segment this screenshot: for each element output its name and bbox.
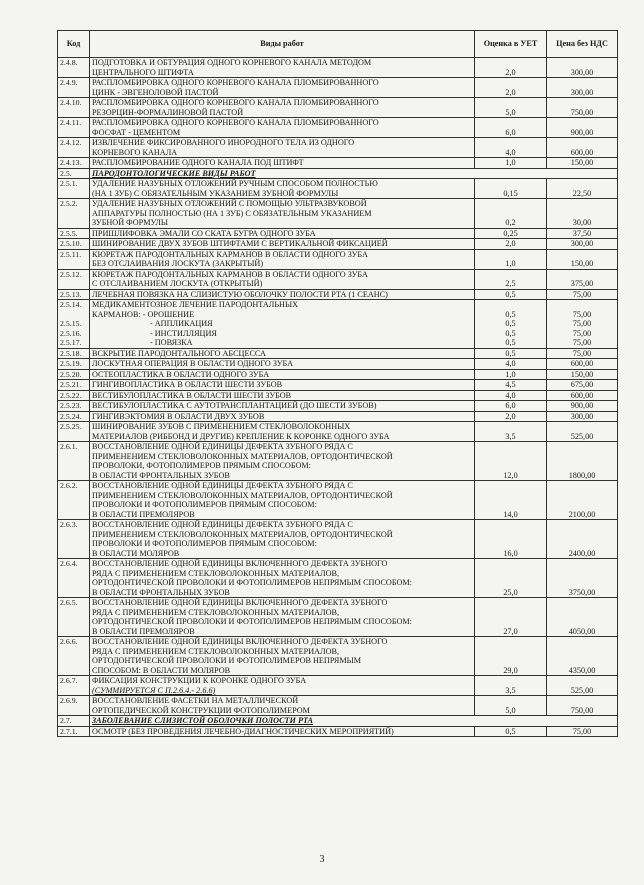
row-code: 2.5.18. (58, 348, 90, 359)
header-price: Цена без НДС (547, 31, 618, 58)
row-score: 1,0 (475, 249, 547, 269)
table-row (58, 637, 618, 676)
description-line: ГИНГИВЭКТОМИЯ В ОБЛАСТИ ДВУХ ЗУБОВ (92, 411, 265, 421)
row-description (90, 559, 475, 598)
section-row (58, 168, 618, 179)
price-table (57, 30, 618, 737)
description-line: ОСТЕОПЛАСТИКА В ОБЛАСТИ ОДНОГО ЗУБА (92, 369, 270, 379)
row-description (90, 158, 475, 169)
row-code: 2.5.24. (58, 411, 90, 422)
table-row (58, 249, 618, 269)
row-price: 75,00 (547, 348, 618, 359)
description-line: РАСПЛОМБИРОВКА ОДНОГО КОРНЕВОГО КАНАЛА ПЛОМБИРОВАННОГО (92, 98, 379, 107)
description-line: ПРИМЕНЕНИЕМ СТЕКЛОВОЛОКОННЫХ МАТЕРИАЛОВ, ОРТОДОНТИЧЕСКОЙ (92, 490, 393, 500)
row-description (90, 481, 475, 520)
row-code: 2.5.1. (58, 179, 90, 199)
row-code: 2.5.13. (58, 289, 90, 300)
row-price: 300,00 (547, 58, 618, 78)
row-code: 2.6.5. (58, 598, 90, 637)
row-score: 0,5 (475, 726, 547, 737)
med-line: МЕДИКАМЕНТОЗНОЕ ЛЕЧЕНИЕ ПАРОДОНТАЛЬНЫХ (92, 300, 298, 309)
description-line: ПРОВОЛОКИ И ФОТОПОЛИМЕРОВ ПРЯМЫМ СПОСОБОМ: (92, 500, 317, 509)
row-score: 4,0 (475, 359, 547, 370)
row-description (90, 637, 475, 676)
page-number: 3 (319, 854, 325, 865)
row-code: 2.4.10. (58, 98, 90, 118)
row-price: 900,00 (547, 401, 618, 412)
description-line: ЛЕЧЕБНАЯ ПОВЯЗКА НА СЛИЗИСТУЮ ОБОЛОЧКУ ПОЛОСТИ РТА (1 СЕАНС) (92, 289, 388, 299)
med-code: 2.5.14. (60, 300, 82, 309)
row-price: 2100,00 (547, 481, 618, 520)
row-price: 750,00 (547, 696, 618, 716)
description-line: УДАЛЕНИЕ НАЗУБНЫХ ОТЛОЖЕНИЙ С ПОМОЩЬЮ УЛЬТРАЗВУКОВОЙ (92, 199, 367, 208)
row-code: 2.7. (58, 716, 90, 727)
row-price: 600,00 (547, 138, 618, 158)
description-note: (СУММИРУЕТСЯ С П.2.6.4.- 2.6.6) (92, 685, 216, 695)
table-row (58, 676, 618, 696)
description-line: ВОССТАНОВЛЕНИЕ ОДНОЙ ЕДИНИЦЫ ВКЛЮЧЕННОГО ДЕФЕКТА ЗУБНОГО (92, 559, 388, 568)
row-code: 2.5.5. (58, 228, 90, 239)
med-score: 0,5 (505, 328, 516, 338)
description-line: РЯДА С ПРИМЕНЕНИЕМ СТЕКЛОВОЛОКОННЫХ МАТЕРИАЛОВ, (92, 607, 340, 617)
description-line: ПРИШЛИФОВКА ЭМАЛИ СО СКАТА БУГРА ОДНОГО ЗУБА (92, 228, 316, 238)
description-line: ПРИМЕНЕНИЕМ СТЕКЛОВОЛОКОННЫХ МАТЕРИАЛОВ, ОРТОДОНТИЧЕСКОЙ (92, 451, 393, 461)
row-price: 900,00 (547, 118, 618, 138)
row-code: 2.4.12. (58, 138, 90, 158)
row-score: 3,5 (475, 676, 547, 696)
row-code: 2.5.25. (58, 422, 90, 442)
row-price: 2400,00 (547, 520, 618, 559)
row-code: 2.5.2. (58, 199, 90, 229)
row-price: 75,00 (547, 726, 618, 737)
description-line: ЦЕНТРАЛЬНОГО ШТИФТА (92, 67, 194, 77)
row-price: 75,00 (547, 289, 618, 300)
row-score: 6,0 (475, 401, 547, 412)
table-row (58, 380, 618, 391)
table-row (58, 559, 618, 598)
description-line: ВЕСТИБУЛОПЛАСТИКА С АУТОТРАНСПЛАНТАЦИЕЙ (ДО ШЕСТИ ЗУБОВ) (92, 401, 377, 410)
table-row (58, 228, 618, 239)
med-code: 2.5.16. (60, 328, 82, 338)
row-price: 30,00 (547, 199, 618, 229)
row-description (90, 422, 475, 442)
row-code: 2.7.1. (58, 726, 90, 737)
table-row (58, 390, 618, 401)
row-description (90, 239, 475, 250)
description-line: ВОССТАНОВЛЕНИЕ ОДНОЙ ЕДИНИЦЫ ВКЛЮЧЕННОГО ДЕФЕКТА ЗУБНОГО (92, 637, 388, 646)
description-line: ГИНГИВОПЛАСТИКА В ОБЛАСТИ ШЕСТИ ЗУБОВ (92, 380, 283, 389)
med-code: 2.5.15. (60, 319, 82, 328)
description-line: В ОБЛАСТИ МОЛЯРОВ (92, 548, 180, 558)
section-title: ЗАБОЛЕВАНИЕ СЛИЗИСТОЙ ОБОЛОЧКИ ПОЛОСТИ РТА (90, 716, 618, 727)
med-score: 0,5 (505, 309, 516, 319)
row-description (90, 359, 475, 370)
table-row (58, 411, 618, 422)
description-line: ВОССТАНОВЛЕНИЕ ФАСЕТКИ НА МЕТАЛЛИЧЕСКОЙ (92, 696, 299, 705)
table-row (58, 726, 618, 737)
row-price: 675,00 (547, 380, 618, 391)
row-price: 4350,00 (547, 637, 618, 676)
description-line: В ОБЛАСТИ ПРЕМОЛЯРОВ (92, 626, 195, 636)
description-line: РАСПЛОМБИРОВКА ОДНОГО КОРНЕВОГО КАНАЛА ПЛОМБИРОВАННОГО (92, 118, 379, 127)
description-line: (НА 1 ЗУБ) С ОБЯЗАТЕЛЬНЫМ УКАЗАНИЕМ ЗУБНОЙ ФОРМУЛЫ (92, 188, 339, 198)
description-line: ПРОВОЛОКИ, ФОТОПОЛИМЕРОВ ПРЯМЫМ СПОСОБОМ: (92, 461, 311, 470)
row-description (90, 442, 475, 481)
description-line: РЯДА С ПРИМЕНЕНИЕМ СТЕКЛОВОЛОКОННЫХ МАТЕРИАЛОВ, (92, 646, 340, 656)
description-line: ФИКСАЦИЯ КОНСТРУКЦИИ К КОРОНКЕ ОДНОГО ЗУБА (92, 676, 307, 685)
row-score: 0,25 (475, 228, 547, 239)
row-score: 2,0 (475, 411, 547, 422)
row-code: 2.5.12. (58, 269, 90, 289)
description-line: РАСПЛОМБИРОВКА ОДНОГО КОРНЕВОГО КАНАЛА ПЛОМБИРОВАННОГО (92, 78, 379, 87)
table-row (58, 348, 618, 359)
row-score: 25,0 (475, 559, 547, 598)
row-code: 2.6.7. (58, 676, 90, 696)
description-line: ЦИНК - ЭВГЕНОЛОВОЙ ПАСТОЙ (92, 87, 219, 97)
row-code: 2.5.23. (58, 401, 90, 412)
row-score: 16,0 (475, 520, 547, 559)
row-description (90, 411, 475, 422)
description-line: АППАРАТУРЫ ПОЛНОСТЬЮ (НА 1 ЗУБ) С ОБЯЗАТЕЛЬНЫМ УКАЗАНИЕМ (92, 208, 372, 218)
description-line: СПОСОБОМ: В ОБЛАСТИ МОЛЯРОВ (92, 665, 231, 675)
description-line: КЮРЕТАЖ ПАРОДОНТАЛЬНЫХ КАРМАНОВ В ОБЛАСТИ ОДНОГО ЗУБА (92, 269, 368, 279)
row-code: 2.6.9. (58, 696, 90, 716)
description-line: ОРТОПЕДИЧЕСКОЙ КОНСТРУКЦИИ ФОТОПОЛИМЕРОМ (92, 705, 310, 715)
description-line: УДАЛЕНИЕ НАЗУБНЫХ ОТЛОЖЕНИЙ РУЧНЫМ СПОСОБОМ ПОЛНОСТЬЮ (92, 179, 378, 188)
row-description (90, 58, 475, 78)
table-row (58, 481, 618, 520)
row-price: 525,00 (547, 422, 618, 442)
row-description (90, 98, 475, 118)
description-line: РЯДА С ПРИМЕНЕНИЕМ СТЕКЛОВОЛОКОННЫХ МАТЕРИАЛОВ, (92, 568, 340, 578)
description-line: ПОДГОТОВКА И ОБТУРАЦИЯ ОДНОГО КОРНЕВОГО КАНАЛА МЕТОДОМ (92, 58, 372, 67)
row-code: 2.5.10. (58, 239, 90, 250)
row-code: 2.5. (58, 168, 90, 179)
row-score: 2,5 (475, 269, 547, 289)
med-prices (547, 300, 618, 349)
row-price: 300,00 (547, 239, 618, 250)
description-line: В ОБЛАСТИ ФРОНТАЛЬНЫХ ЗУБОВ (92, 470, 230, 480)
table-row (58, 138, 618, 158)
row-price: 600,00 (547, 359, 618, 370)
row-description (90, 228, 475, 239)
med-price (549, 300, 615, 310)
row-price: 1800,00 (547, 442, 618, 481)
section-title: ПАРОДОНТОЛОГИЧЕСКИЕ ВИДЫ РАБОТ (90, 168, 618, 179)
row-score: 14,0 (475, 481, 547, 520)
row-score: 1,0 (475, 158, 547, 169)
description-line: КЮРЕТАЖ ПАРОДОНТАЛЬНЫХ КАРМАНОВ В ОБЛАСТИ ОДНОГО ЗУБА (92, 249, 368, 259)
description-line: ОРТОДОНТИЧЕСКОЙ ПРОВОЛОКИ И ФОТОПОЛИМЕРОВ НЕПРЯМЫМ СПОСОБОМ: (92, 617, 412, 626)
row-score: 2,0 (475, 58, 547, 78)
med-codes (58, 300, 90, 349)
row-description (90, 199, 475, 229)
table-row (58, 269, 618, 289)
row-price: 150,00 (547, 249, 618, 269)
row-score: 5,0 (475, 98, 547, 118)
row-code: 2.5.22. (58, 390, 90, 401)
table-row (58, 239, 618, 250)
row-price: 525,00 (547, 676, 618, 696)
table-row (58, 118, 618, 138)
row-score: 12,0 (475, 442, 547, 481)
med-price: 75,00 (572, 338, 592, 347)
row-code: 2.6.1. (58, 442, 90, 481)
description-line: ВСКРЫТИЕ ПАРОДОНТАЛЬНОГО АБСЦЕССА (92, 348, 266, 358)
row-description (90, 598, 475, 637)
description-line: ШИНИРОВАНИЕ ЗУБОВ С ПРИМЕНЕНИЕМ СТЕКЛОВОЛОКОННЫХ (92, 422, 351, 431)
row-description (90, 348, 475, 359)
med-code: 2.5.17. (60, 338, 82, 347)
header-work: Виды работ (90, 31, 475, 58)
table-row (58, 98, 618, 118)
description-line: ЗУБНОЙ ФОРМУЛЫ (92, 218, 169, 227)
row-score: 4,0 (475, 390, 547, 401)
row-code: 2.6.3. (58, 520, 90, 559)
table-row (58, 78, 618, 98)
row-description (90, 520, 475, 559)
row-score: 2,0 (475, 78, 547, 98)
row-code: 2.6.2. (58, 481, 90, 520)
header-score: Оценка в УЕТ (475, 31, 547, 58)
row-price: 600,00 (547, 390, 618, 401)
row-code: 2.5.19. (58, 359, 90, 370)
description-line: МАТЕРИАЛОВ (РИББОНД И ДРУГИЕ) КРЕПЛЕНИЕ К КОРОНКЕ ОДНОГО ЗУБА (92, 431, 390, 441)
row-description (90, 249, 475, 269)
row-description (90, 369, 475, 380)
row-description (90, 676, 475, 696)
table-row-medication (58, 300, 618, 349)
row-description (90, 138, 475, 158)
table-row (58, 179, 618, 199)
row-description (90, 380, 475, 391)
row-score: 1,0 (475, 369, 547, 380)
header-code: Код (58, 31, 90, 58)
row-description (90, 401, 475, 412)
description-line: ВОССТАНОВЛЕНИЕ ОДНОЙ ЕДИНИЦЫ ВКЛЮЧЕННОГО ДЕФЕКТА ЗУБНОГО (92, 598, 388, 607)
row-description (90, 696, 475, 716)
description-line: ПРОВОЛОКИ И ФОТОПОЛИМЕРОВ ПРЯМЫМ СПОСОБОМ: (92, 539, 317, 548)
description-line: ПРИМЕНЕНИЕМ СТЕКЛОВОЛОКОННЫХ МАТЕРИАЛОВ, ОРТОДОНТИЧЕСКОЙ (92, 529, 393, 539)
row-price: 375,00 (547, 269, 618, 289)
row-code: 2.4.9. (58, 78, 90, 98)
table-row (58, 58, 618, 78)
row-score: 0,2 (475, 199, 547, 229)
description-line: ОРТОДОНТИЧЕСКОЙ ПРОВОЛОКИ И ФОТОПОЛИМЕРОВ НЕПРЯМЫМ (92, 656, 362, 665)
description-line: С ОТСЛАИВАНИЕМ ЛОСКУТА (ОТКРЫТЫЙ) (92, 279, 263, 288)
med-price: 75,00 (572, 309, 592, 319)
table-row (58, 442, 618, 481)
table-row (58, 199, 618, 229)
med-scores (475, 300, 547, 349)
description-line: ИЗВЛЕЧЕНИЕ ФИКСИРОВАННОГО ИНОРОДНОГО ТЕЛА ИЗ ОДНОГО (92, 138, 355, 147)
table-row (58, 422, 618, 442)
row-description (90, 269, 475, 289)
table-header-row (58, 31, 618, 58)
description-line: ОРТОДОНТИЧЕСКОЙ ПРОВОЛОКИ И ФОТОПОЛИМЕРОВ НЕПРЯМЫМ СПОСОБОМ: (92, 578, 412, 587)
row-price: 37,50 (547, 228, 618, 239)
description-line: РАСПЛОМБИРОВАНИЕ ОДНОГО КАНАЛА ПОД ШТИФТ (92, 158, 304, 167)
row-score: 0,15 (475, 179, 547, 199)
med-score: 0,5 (505, 319, 516, 328)
row-price: 150,00 (547, 369, 618, 380)
description-line: ОСМОТР (БЕЗ ПРОВЕДЕНИЯ ЛЕЧЕБНО-ДИАГНОСТИЧЕСКИХ МЕРОПРИЯТИЙ) (92, 726, 394, 736)
description-line: В ОБЛАСТИ ФРОНТАЛЬНЫХ ЗУБОВ (92, 587, 230, 597)
description-line: ВОССТАНОВЛЕНИЕ ОДНОЙ ЕДИНИЦЫ ДЕФЕКТА ЗУБНОГО РЯДА С (92, 520, 353, 529)
table-row (58, 696, 618, 716)
table-row (58, 289, 618, 300)
table-row (58, 401, 618, 412)
med-price: 75,00 (572, 319, 592, 328)
table-row (58, 158, 618, 169)
med-line: - АППЛИКАЦИЯ (150, 319, 213, 328)
row-score: 6,0 (475, 118, 547, 138)
med-description (90, 300, 475, 349)
description-line: РЕЗОРЦИН-ФОРМАЛИНОВОЙ ПАСТОЙ (92, 107, 244, 117)
row-code: 2.6.6. (58, 637, 90, 676)
section-row (58, 716, 618, 727)
row-score: 0,5 (475, 348, 547, 359)
table-row (58, 598, 618, 637)
row-description (90, 390, 475, 401)
row-score: 5,0 (475, 696, 547, 716)
row-code: 2.5.21. (58, 380, 90, 391)
price-list-page (57, 30, 617, 737)
row-price: 3750,00 (547, 559, 618, 598)
row-score: 29,0 (475, 637, 547, 676)
row-price: 4050,00 (547, 598, 618, 637)
row-description (90, 289, 475, 300)
row-price: 300,00 (547, 411, 618, 422)
table-row (58, 369, 618, 380)
description-line: БЕЗ ОТСЛАИВАНИЯ ЛОСКУТА (ЗАКРЫТЫЙ) (92, 259, 264, 268)
row-score: 4,0 (475, 138, 547, 158)
row-score: 3,5 (475, 422, 547, 442)
row-price: 750,00 (547, 98, 618, 118)
row-code: 2.6.4. (58, 559, 90, 598)
med-code (60, 310, 87, 320)
row-code: 2.4.8. (58, 58, 90, 78)
row-description (90, 726, 475, 737)
med-score (477, 300, 544, 310)
description-line: ВОССТАНОВЛЕНИЕ ОДНОЙ ЕДИНИЦЫ ДЕФЕКТА ЗУБНОГО РЯДА С (92, 481, 353, 490)
med-line: - ПОВЯЗКА (150, 338, 193, 347)
row-price: 300,00 (547, 78, 618, 98)
description-line: ВЕСТИБУЛОПЛАСТИКА В ОБЛАСТИ ШЕСТИ ЗУБОВ (92, 390, 292, 400)
row-description (90, 179, 475, 199)
row-score: 27,0 (475, 598, 547, 637)
table-row (58, 359, 618, 370)
table-row (58, 520, 618, 559)
description-line: В ОБЛАСТИ ПРЕМОЛЯРОВ (92, 509, 195, 519)
med-price: 75,00 (572, 328, 592, 338)
description-line: КОРНЕВОГО КАНАЛА (92, 147, 178, 157)
description-line: ФОСФАТ - ЦЕМЕНТОМ (92, 127, 181, 137)
med-line: КАРМАНОВ: - ОРОШЕНИЕ (92, 309, 195, 319)
med-line: - ИНСТИЛЛЯЦИЯ (150, 328, 217, 338)
description-line: ШИНИРОВАНИЕ ДВУХ ЗУБОВ ШТИФТАМИ С ВЕРТИКАЛЬНОЙ ФИКСАЦИЕЙ (92, 239, 388, 248)
row-price: 150,00 (547, 158, 618, 169)
med-score: 0,5 (505, 338, 516, 347)
row-code: 2.4.13. (58, 158, 90, 169)
row-description (90, 118, 475, 138)
row-code: 2.4.11. (58, 118, 90, 138)
row-code: 2.5.11. (58, 249, 90, 269)
row-description (90, 78, 475, 98)
row-price: 22,50 (547, 179, 618, 199)
row-score: 0,5 (475, 289, 547, 300)
row-score: 4,5 (475, 380, 547, 391)
row-score: 2,0 (475, 239, 547, 250)
description-line: ВОССТАНОВЛЕНИЕ ОДНОЙ ЕДИНИЦЫ ДЕФЕКТА ЗУБНОГО РЯДА С (92, 442, 353, 451)
description-line: ЛОСКУТНАЯ ОПЕРАЦИЯ В ОБЛАСТИ ОДНОГО ЗУБА (92, 359, 294, 368)
row-code: 2.5.20. (58, 369, 90, 380)
